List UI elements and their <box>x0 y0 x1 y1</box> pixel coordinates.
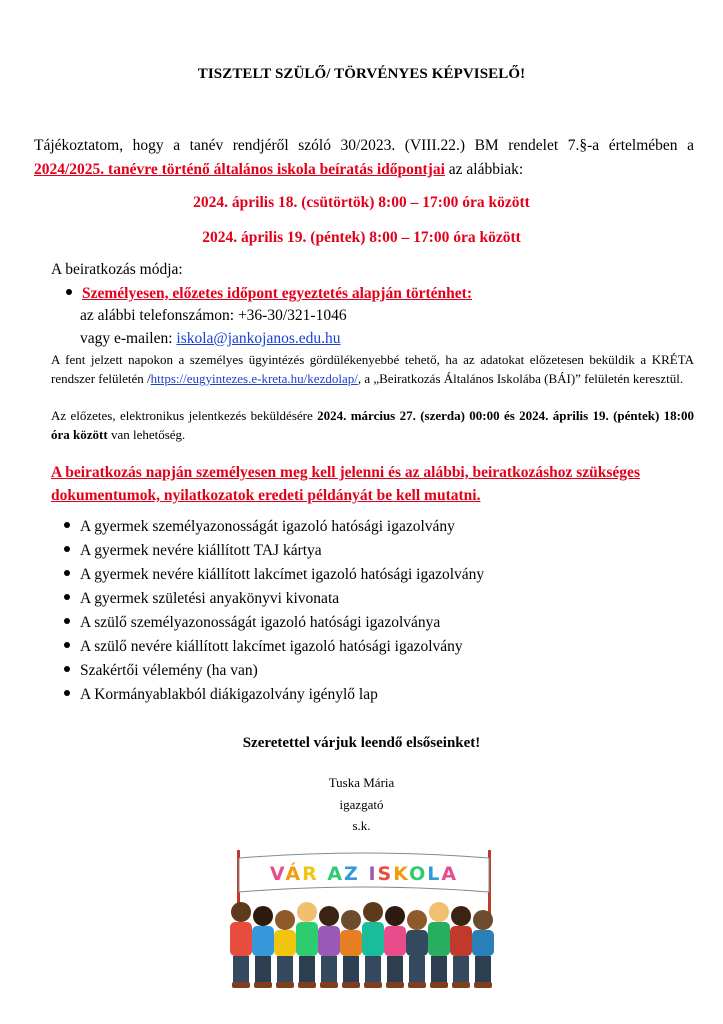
enrollment-mode-label: A beiratkozás módja: <box>51 261 183 278</box>
list-item <box>64 683 484 707</box>
child-figure <box>362 902 384 988</box>
document-label: A Kormányablakból diákigazolvány igénylő lap <box>80 686 378 703</box>
document-label: A gyermek nevére kiállított lakcímet igazoló hatósági igazolvány <box>80 566 485 583</box>
required-documents-list <box>64 515 484 707</box>
child-figure <box>450 906 472 988</box>
bullet-icon <box>64 594 70 600</box>
document-label: A gyermek személyazonosságát igazoló hatósági igazolvány <box>80 518 455 535</box>
bullet-icon <box>64 522 70 528</box>
online-info-text-start: A fent jelzett napokon a személyes ügyintézés gördülékenyebbé tehető, ha az adatokat előzetesen beküldik a KRÉTA rendszer felületén / <box>51 352 694 386</box>
list-item <box>64 563 484 587</box>
child-figure <box>406 910 428 988</box>
list-item <box>64 659 484 683</box>
intro-paragraph <box>34 134 694 182</box>
school-banner-illustration <box>223 850 508 990</box>
child-figure <box>384 906 406 988</box>
deadline-paragraph <box>51 407 694 444</box>
bullet-icon <box>64 690 70 696</box>
bullet-icon <box>64 618 70 624</box>
intro-highlight: 2024/2025. tanévre történő általános iskola beíratás időpontjai <box>34 161 445 178</box>
email-link[interactable]: iskola@jankojanos.edu.hu <box>176 330 341 347</box>
list-item <box>64 587 484 611</box>
signature-name: Tuska Mária <box>328 775 395 790</box>
signature-note: s.k. <box>352 818 371 833</box>
list-item <box>64 515 484 539</box>
online-info-text-end: , a „Beiratkozás Általános Iskolába (BÁI)” felületén keresztül. <box>357 370 684 386</box>
bullet-icon <box>66 289 72 295</box>
document-label: A szülő nevére kiállított lakcímet igazoló hatósági igazolvány <box>80 638 463 655</box>
child-figure <box>274 910 296 988</box>
intro-text-end: az alábbiak: <box>444 161 524 178</box>
document-label: A gyermek születési anyakönyvi kivonata <box>80 590 340 607</box>
kreta-link[interactable]: https://eugyintezes.e-kreta.hu/kezdolap/ <box>150 370 358 386</box>
document-label: A szülő személyazonosságát igazoló hatósági igazolványa <box>80 614 441 631</box>
email-prefix: vagy e-mailen: <box>80 330 177 347</box>
enrollment-date-2: 2024. április 19. (péntek) 8:00 – 17:00 óra között <box>202 229 521 246</box>
intro-text-start: Tájékoztatom, hogy a tanév rendjéről szóló 30/2023. (VIII.22.) BM rendelet 7.§-a értelmében a <box>34 137 694 154</box>
deadline-dates: 2024. március 27. (szerda) 00:00 és 2024. április 19. (péntek) 18:00 óra között <box>51 408 694 442</box>
bullet-icon <box>64 666 70 672</box>
child-figure <box>230 902 252 988</box>
bullet-icon <box>64 642 70 648</box>
phone-line: az alábbi telefonszámon: +36-30/321-1046 <box>80 307 347 324</box>
enrollment-date-1: 2024. április 18. (csütörtök) 8:00 – 17:00 óra között <box>193 194 530 211</box>
list-item <box>64 539 484 563</box>
document-label: A gyermek nevére kiállított TAJ kártya <box>80 542 322 559</box>
child-figure <box>472 910 494 988</box>
warning-notice: A beiratkozás napján személyesen meg kell jelenni és az alábbi, beiratkozáshoz szükséges dokumentumok, nyilatkozatok eredeti példányát be kell mutatni. <box>51 464 640 504</box>
signature-role: igazgató <box>339 797 384 812</box>
child-figure <box>428 902 450 988</box>
bullet-icon <box>64 546 70 552</box>
page-title: TISZTELT SZÜLŐ/ TÖRVÉNYES KÉPVISELŐ! <box>197 66 526 82</box>
enrollment-mode-item <box>66 285 472 303</box>
enrollment-mode-text: Személyesen, előzetes időpont egyeztetés alapján történhet: <box>82 285 472 302</box>
deadline-text-start: Az előzetes, elektronikus jelentkezés beküldésére <box>51 408 318 423</box>
list-item <box>64 611 484 635</box>
children-group <box>230 902 494 988</box>
document-label: Szakértői vélemény (ha van) <box>80 662 258 679</box>
banner-text: VÁR AZ ISKOLA <box>269 863 459 885</box>
child-figure <box>296 902 318 988</box>
deadline-text-end: van lehetőség. <box>107 426 186 442</box>
child-figure <box>340 910 362 988</box>
child-figure <box>252 906 274 988</box>
bullet-icon <box>64 570 70 576</box>
closing-message: Szeretettel várjuk leendő elsőseinket! <box>242 735 481 751</box>
child-figure <box>318 906 340 988</box>
list-item <box>64 635 484 659</box>
online-info-paragraph <box>51 351 694 388</box>
email-line <box>80 330 341 348</box>
